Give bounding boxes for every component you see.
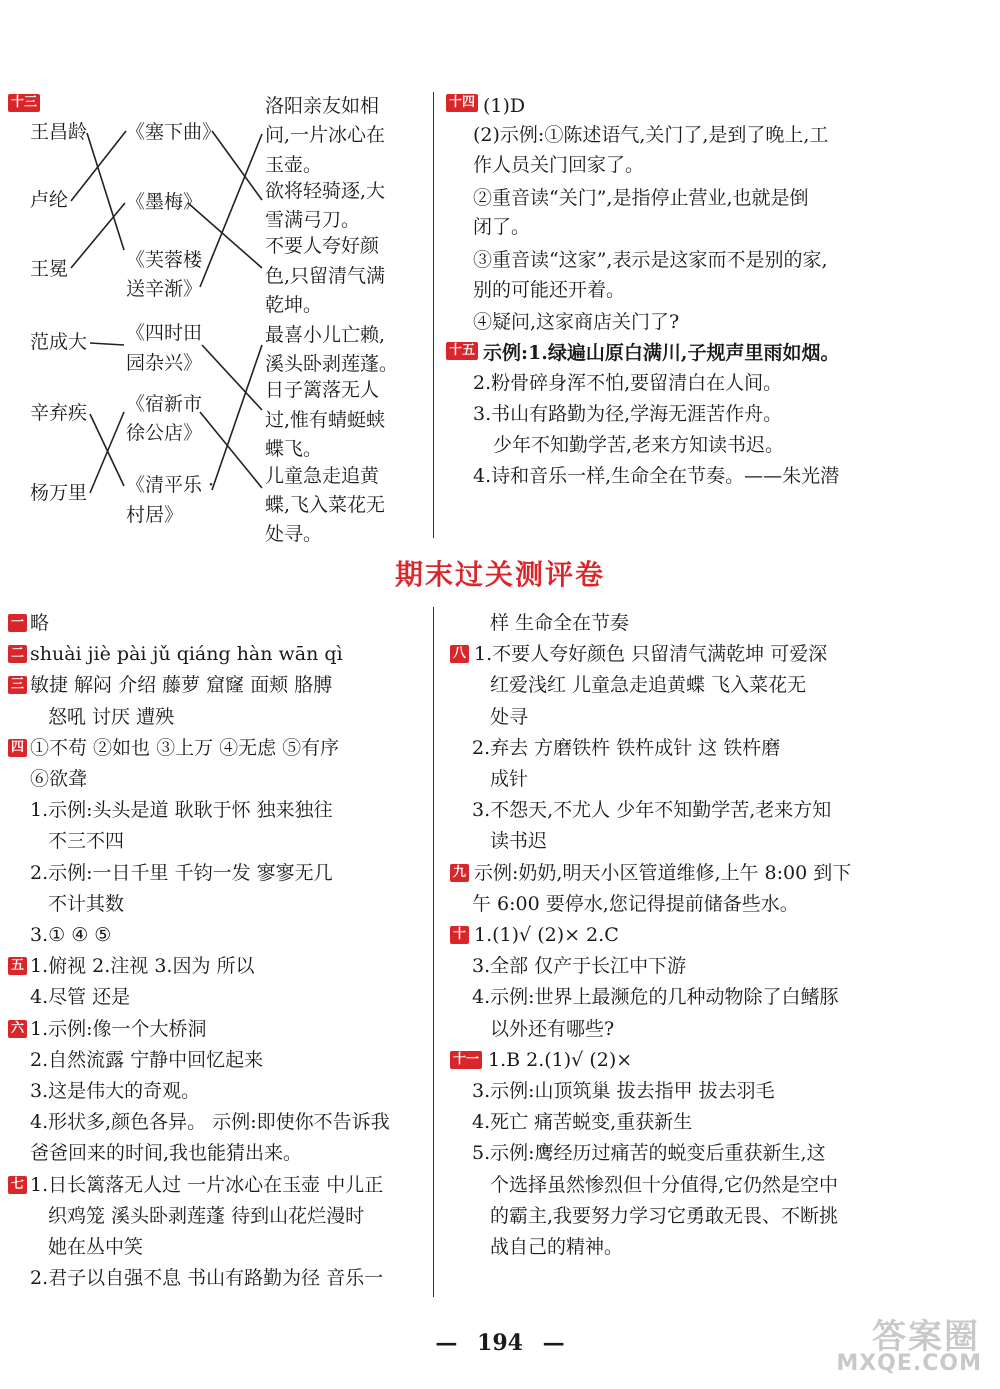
answer-line: 5.示例:鹰经历过痛苦的蜕变后重获新生,这 (472, 1142, 826, 1165)
poet-name: 辛弃疾 (30, 402, 88, 424)
answer-line: 爸爸回来的时间,我也能猜出来。 (30, 1142, 303, 1165)
question-badge: 九 (450, 864, 469, 882)
q14-badge: 十四 (446, 94, 478, 112)
answer-line: 1.B 2.(1)√ (2)× (488, 1048, 633, 1071)
answer-line: 4.死亡 痛苦蜕变,重获新生 (472, 1111, 693, 1134)
verse-line: 最喜小儿亡赖, (265, 324, 386, 346)
answer-line: 4.形状多,颜色各异。 示例:即使你不告诉我 (30, 1111, 390, 1134)
q15-answer-line: 少年不知勤学苦,老来方知读书迟。 (493, 434, 785, 456)
poet-name: 卢纶 (30, 189, 69, 211)
poem-title: 《清平乐 · (126, 474, 215, 496)
answer-line: 2.弃去 方磨铁杵 铁杵成针 这 铁杵磨 (472, 736, 781, 759)
answer-line: 成针 (490, 768, 529, 790)
question-badge: 六 (8, 1020, 27, 1038)
q14-answer-line: 闭了。 (473, 216, 531, 238)
match-line-lulun (71, 131, 126, 201)
poem-title: 《芙蓉楼 (126, 249, 203, 271)
q14-answer-line: ③重音读“这家”,表示是这家而不是别的家, (473, 249, 828, 271)
answer-line: 1.不要人夸好颜色 只留清气满乾坤 可爱深 (474, 643, 828, 666)
answer-line: 3.全部 仅产于长江中下游 (472, 955, 687, 978)
answer-line: 她在丛中笑 (48, 1236, 144, 1258)
q15-badge: 十五 (446, 342, 478, 360)
answer-line: 1.示例:像一个大桥洞 (30, 1017, 207, 1040)
verse-line: 不要人夸好颜 (265, 235, 380, 257)
answer-line: 3.示例:山顶筑巢 拔去指甲 拔去羽毛 (472, 1080, 775, 1102)
answer-line: 2.君子以自强不息 书山有路勤为径 音乐一 (30, 1267, 384, 1290)
verse-line: 蝶飞。 (265, 438, 323, 460)
answer-line: 战自己的精神。 (490, 1236, 624, 1258)
question-badge: 八 (450, 645, 469, 663)
poet-name: 王昌龄 (30, 121, 88, 143)
answer-line: ①不苟 ②如也 ③上万 ④无虑 ⑤有序 (30, 736, 340, 759)
verse-line: 儿童急走追黄 (265, 465, 380, 487)
verse-line: 问,一片冰心在 (265, 124, 386, 146)
question-badge: 三 (8, 676, 27, 694)
answer-line: 2.示例:一日千里 千钧一发 寥寥无几 (30, 861, 333, 884)
watermark-logo: 答案圈 MXQE.COM (836, 1317, 982, 1376)
answer-line: 午 6:00 要停水,您记得提前储备些水。 (472, 892, 799, 915)
answer-line: 样 生命全在节奏 (490, 612, 630, 634)
answer-line: 的霸主,我要努力学习它勇敢无畏、不断挑 (490, 1204, 839, 1227)
answer-line: 3.① ④ ⑤ (30, 924, 112, 946)
answer-line: shuài jiè pài jǔ qiáng hàn wān qì (30, 643, 343, 666)
poem-title: 《墨梅》 (126, 191, 203, 213)
q15-answer-line: 示例:1.绿遍山原白满川,子规声里雨如烟。 (483, 342, 840, 364)
question-badge: 二 (8, 645, 27, 663)
answer-line: 个选择虽然惨烈但十分值得,它仍然是空中 (490, 1173, 839, 1196)
answer-line: 示例:奶奶,明天小区管道维修,上午 8:00 到下 (474, 861, 852, 884)
verse-line: 日子篱落无人 (265, 379, 380, 401)
match-line-momei (188, 203, 262, 268)
answer-line: 1.俯视 2.注视 3.因为 所以 (30, 955, 255, 978)
verse-line: 乾坤。 (265, 294, 323, 316)
bottom-column-divider (433, 607, 434, 1297)
section-title: 期末过关测评卷 (394, 558, 605, 591)
answer-line: 读书迟 (490, 830, 548, 853)
question-badge: 四 (8, 739, 27, 757)
q14-answer-line: 作人员关门回家了。 (473, 154, 645, 176)
answer-line: 4.示例:世界上最濒危的几种动物除了白鳍豚 (472, 986, 839, 1009)
poet-name: 王冕 (30, 258, 69, 280)
poem-title: 《塞下曲》 (126, 121, 222, 143)
q14-answer-line: ④疑问,这家商店关门了? (473, 311, 680, 333)
poet-name: 范成大 (30, 331, 88, 353)
page-number: — 194 — (435, 1330, 565, 1356)
poem-title: 送辛渐》 (126, 278, 203, 300)
poem-title: 园杂兴》 (126, 352, 203, 374)
match-line-fanchengda (90, 343, 124, 345)
q14-answer-line: (2)示例:①陈述语气,关门了,是到了晚上,工 (473, 124, 829, 146)
verse-line: 色,只留清气满 (265, 265, 386, 287)
verse-line: 欲将轻骑逐,大 (265, 180, 386, 202)
match-line-sishitianyuan (202, 345, 262, 410)
verse-line: 过,惟有蜻蜓蛱 (265, 409, 386, 431)
q14-answer-line: (1)D (483, 95, 526, 117)
match-line-saixiaqu (212, 131, 262, 200)
poem-title: 《四时田 (126, 322, 203, 344)
answer-line: 3.这是伟大的奇观。 (30, 1080, 201, 1102)
answer-line: ⑥欲聋 (30, 768, 88, 790)
match-line-qingpingyue (212, 345, 262, 490)
verse-line: 玉壶。 (265, 154, 323, 176)
poet-name: 杨万里 (30, 482, 88, 504)
poem-title: 村居》 (126, 504, 184, 526)
answer-line: 不三不四 (48, 830, 125, 853)
answer-line: 1.(1)√ (2)× 2.C (474, 924, 619, 946)
answer-line: 不计其数 (48, 892, 125, 915)
q15-answer-line: 2.粉骨碎身浑不怕,要留清白在人间。 (473, 372, 783, 394)
answer-line: 红爱浅红 儿童急走追黄蝶 飞入菜花无 (490, 674, 807, 697)
answer-line: 2.自然流露 宁静中回忆起来 (30, 1048, 264, 1071)
match-line-suxinshi (200, 412, 262, 488)
answer-line: 以外还有哪些? (490, 1017, 615, 1040)
answer-line: 怒吼 讨厌 遭殃 (48, 705, 175, 728)
question-badge: 七 (8, 1176, 27, 1194)
answer-line: 1.日长篱落无人过 一片冰心在玉壶 中儿正 (30, 1173, 384, 1196)
verse-line: 蝶,飞入菜花无 (265, 494, 386, 516)
answer-line: 略 (30, 612, 50, 634)
q15-answer-line: 3.书山有路勤为径,学海无涯苦作舟。 (473, 403, 783, 425)
verse-line: 雪满弓刀。 (265, 209, 361, 231)
q13-matching-lines (0, 0, 440, 560)
question-badge: 十 (450, 926, 469, 944)
match-line-wangmian (71, 203, 125, 268)
q14-answer-line: ②重音读“关门”,是指停止营业,也就是倒 (473, 187, 809, 209)
answer-line: 1.示例:头头是道 耿耿于怀 独来独往 (30, 799, 333, 822)
verse-line: 处寻。 (265, 523, 323, 545)
top-column-divider (433, 92, 434, 538)
poem-title: 《宿新市 (126, 393, 203, 415)
verse-line: 溪头卧剥莲蓬。 (265, 353, 399, 375)
q15-answer-line: 4.诗和音乐一样,生命全在节奏。——朱光潜 (473, 465, 840, 487)
poem-title: 徐公店》 (126, 422, 203, 444)
q13-badge: 十三 (8, 94, 40, 112)
answer-line: 处寻 (490, 705, 529, 728)
q14-answer-line: 别的可能还开着。 (473, 279, 626, 301)
verse-line: 洛阳亲友如相 (265, 95, 380, 117)
question-badge: 一 (8, 614, 27, 632)
question-badge: 五 (8, 957, 27, 975)
answer-line: 4.尽管 还是 (30, 986, 131, 1009)
question-badge: 十一 (450, 1051, 482, 1069)
answer-line: 3.不怨天,不尤人 少年不知勤学苦,老来方知 (472, 799, 832, 822)
answer-line: 敏捷 解闷 介绍 藤萝 窟窿 面颊 胳膊 (30, 674, 333, 697)
answer-line: 织鸡笼 溪头卧剥莲蓬 待到山花烂漫时 (48, 1204, 365, 1227)
match-line-wangchangling (87, 133, 124, 250)
